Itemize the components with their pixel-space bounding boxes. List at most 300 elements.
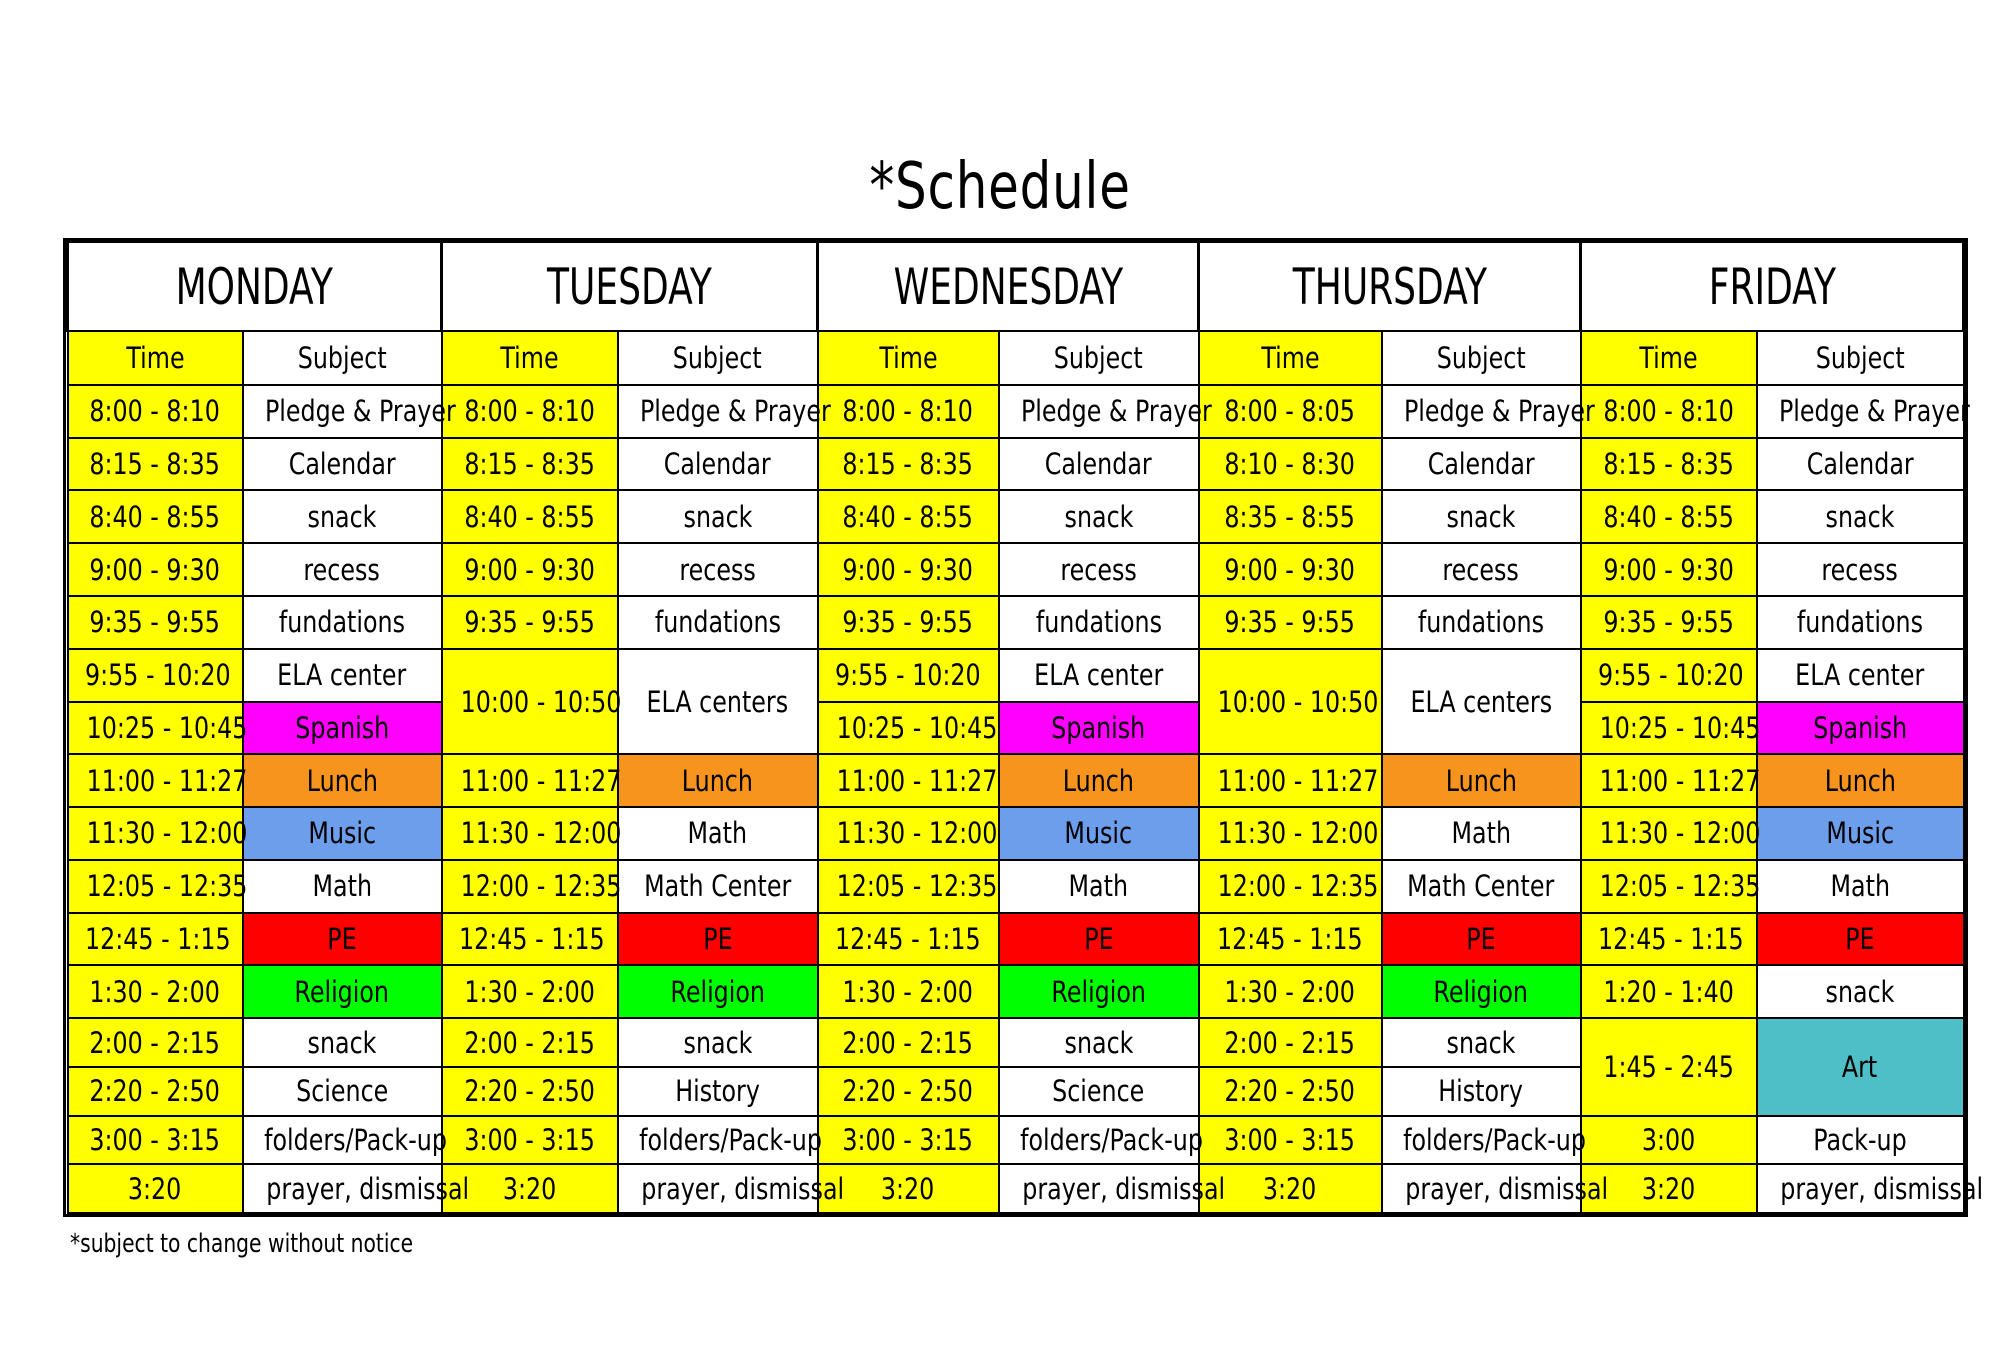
- time-column-header-label: Time: [1260, 340, 1320, 375]
- subject-text: History: [1438, 1074, 1524, 1109]
- time-text: 3:20: [128, 1171, 182, 1206]
- subject-text: snack: [1446, 499, 1516, 534]
- schedule-row: [68, 1164, 1964, 1213]
- time-text: 12:45 - 1:15: [1217, 922, 1363, 957]
- subject-cell: [618, 1018, 818, 1067]
- time-text: 12:05 - 12:35: [836, 869, 997, 904]
- time-text: 2:00 - 2:15: [1224, 1025, 1356, 1060]
- subject-column-header: [243, 331, 442, 385]
- time-cell: [1199, 754, 1382, 807]
- time-text: 8:15 - 8:35: [464, 447, 595, 482]
- subject-text: PE: [1083, 922, 1114, 957]
- time-text: 8:15 - 8:35: [89, 447, 221, 482]
- subject-text: Music: [308, 816, 376, 851]
- subject-cell: [618, 807, 818, 860]
- subject-cell: [999, 754, 1199, 807]
- time-column-header-label: Time: [878, 340, 938, 375]
- subject-cell: [1757, 860, 1964, 913]
- subject-text: History: [675, 1074, 760, 1109]
- time-column-header-label: Time: [125, 340, 185, 375]
- subject-text: Spanish: [1051, 710, 1146, 745]
- day-header-row: [68, 242, 1964, 331]
- subject-cell: [618, 1067, 818, 1116]
- time-cell: [1199, 807, 1382, 860]
- time-cell: [818, 543, 999, 596]
- subject-column-header: [618, 331, 818, 385]
- subject-cell: [999, 807, 1199, 860]
- subject-text: Math: [687, 816, 748, 851]
- subject-text: Calendar: [1427, 447, 1535, 482]
- time-cell: [1581, 596, 1757, 649]
- subject-text: fundations: [654, 605, 781, 640]
- subject-cell: [618, 385, 831, 438]
- subject-text: recess: [1442, 552, 1520, 587]
- day-header-label: MONDAY: [175, 257, 334, 316]
- subject-cell: [1382, 385, 1595, 438]
- day-header-label: WEDNESDAY: [893, 257, 1123, 316]
- subject-text: Calendar: [664, 447, 771, 482]
- time-cell: [1581, 490, 1757, 543]
- time-text: 2:20 - 2:50: [1224, 1074, 1356, 1109]
- subject-cell: [1757, 807, 1964, 860]
- subject-cell: [618, 543, 818, 596]
- time-cell: [1199, 543, 1382, 596]
- time-text: 8:40 - 8:55: [1603, 499, 1734, 534]
- subject-cell: [1757, 754, 1964, 807]
- time-text: 9:00 - 9:30: [464, 552, 595, 587]
- time-cell: [1581, 807, 1760, 860]
- time-text: 2:20 - 2:50: [89, 1074, 221, 1109]
- time-text: 9:35 - 9:55: [464, 605, 595, 640]
- time-text: 12:00 - 12:35: [460, 869, 621, 904]
- subject-text: PE: [702, 922, 733, 957]
- time-text: 2:20 - 2:50: [464, 1074, 595, 1109]
- subject-text: prayer, dismissal: [1779, 1171, 1983, 1206]
- time-cell: [442, 860, 621, 913]
- subject-cell: [999, 438, 1199, 491]
- subject-cell: [999, 596, 1199, 649]
- time-cell: [442, 965, 618, 1018]
- subject-text: Lunch: [681, 763, 754, 798]
- time-cell: [818, 754, 999, 807]
- subject-cell: [1382, 1164, 1608, 1213]
- time-cell: [818, 913, 999, 966]
- time-column-header-label: Time: [500, 340, 559, 375]
- time-text: 8:40 - 8:55: [464, 499, 595, 534]
- subject-cell: [999, 913, 1199, 966]
- time-cell: [68, 649, 243, 702]
- subject-cell: [243, 543, 442, 596]
- subject-cell: [1757, 965, 1964, 1018]
- time-text: 9:35 - 9:55: [89, 605, 221, 640]
- time-text: 8:15 - 8:35: [1603, 447, 1734, 482]
- subject-text: snack: [683, 499, 752, 534]
- time-column-header: [68, 331, 243, 385]
- time-cell: [1199, 860, 1382, 913]
- time-text: 1:20 - 1:40: [1603, 974, 1734, 1009]
- time-cell: [1199, 649, 1382, 755]
- schedule-row: [68, 860, 1964, 913]
- schedule-row: [68, 754, 1964, 807]
- time-text: 12:45 - 1:15: [458, 922, 605, 957]
- subject-cell: [243, 438, 442, 491]
- time-text: 8:10 - 8:30: [1224, 447, 1356, 482]
- time-text: 8:40 - 8:55: [89, 499, 221, 534]
- time-text: 9:00 - 9:30: [1224, 552, 1356, 587]
- time-cell: [68, 965, 243, 1018]
- time-text: 12:45 - 1:15: [835, 922, 981, 957]
- time-cell: [442, 1018, 618, 1067]
- time-cell: [818, 385, 999, 438]
- subject-cell: [999, 543, 1199, 596]
- day-header-label: TUESDAY: [547, 257, 712, 316]
- subject-text: snack: [1064, 1025, 1133, 1060]
- time-cell: [442, 807, 621, 860]
- subject-cell: [999, 1018, 1199, 1067]
- subject-text: folders/Pack-up: [1402, 1122, 1586, 1157]
- subject-cell: [618, 965, 818, 1018]
- time-cell: [1581, 1018, 1757, 1115]
- time-text: 2:00 - 2:15: [842, 1025, 974, 1060]
- time-cell: [442, 490, 618, 543]
- subject-text: PE: [1466, 922, 1496, 957]
- time-column-header: [1581, 331, 1757, 385]
- subject-text: ELA centers: [646, 684, 789, 719]
- subject-cell: [243, 649, 442, 702]
- time-text: 12:45 - 1:15: [1597, 922, 1744, 957]
- subject-cell: [1757, 1018, 1964, 1115]
- subject-cell: [243, 1067, 442, 1116]
- time-cell: [68, 1164, 243, 1213]
- time-text: 12:05 - 12:35: [86, 869, 247, 904]
- footnote: *subject to change without notice: [70, 1229, 414, 1259]
- subject-cell: [1757, 1164, 1983, 1213]
- time-text: 9:55 - 10:20: [835, 658, 981, 693]
- subject-cell: [243, 1018, 442, 1067]
- time-text: 11:00 - 11:27: [460, 763, 621, 798]
- subject-cell: [1382, 543, 1581, 596]
- subject-cell: [243, 702, 442, 755]
- time-column-header: [1199, 331, 1382, 385]
- time-cell: [68, 438, 243, 491]
- time-cell: [68, 543, 243, 596]
- time-text: 10:25 - 10:45: [86, 710, 247, 745]
- time-text: 3:00 - 3:15: [89, 1122, 221, 1157]
- subject-cell: [999, 1164, 1225, 1213]
- time-text: 11:30 - 12:00: [1599, 816, 1760, 851]
- weekly-schedule-table: [66, 241, 1983, 1214]
- subject-text: Calendar: [1045, 447, 1152, 482]
- subject-text: Lunch: [1062, 763, 1135, 798]
- time-text: 8:35 - 8:55: [1224, 499, 1356, 534]
- time-cell: [442, 596, 618, 649]
- subject-text: Science: [1052, 1074, 1145, 1109]
- time-text: 3:00 - 3:15: [1224, 1122, 1356, 1157]
- subject-cell: [618, 649, 818, 755]
- time-column-header-label: Time: [1639, 340, 1698, 375]
- time-text: 8:00 - 8:10: [842, 394, 974, 429]
- time-text: 11:00 - 11:27: [1217, 763, 1378, 798]
- subject-cell: [243, 1116, 447, 1165]
- subject-cell: [1382, 913, 1581, 966]
- time-text: 8:00 - 8:10: [1603, 394, 1734, 429]
- subject-text: Science: [295, 1074, 389, 1109]
- time-text: 12:45 - 1:15: [84, 922, 231, 957]
- subject-text: Music: [1064, 816, 1133, 851]
- subject-column-header-label: Subject: [1054, 340, 1143, 375]
- time-text: 9:35 - 9:55: [842, 605, 974, 640]
- time-cell: [1581, 860, 1760, 913]
- subject-text: snack: [1064, 499, 1133, 534]
- subject-text: snack: [1825, 499, 1895, 534]
- time-cell: [1581, 649, 1757, 702]
- subject-text: snack: [307, 1025, 377, 1060]
- subject-text: folders/Pack-up: [638, 1122, 822, 1157]
- time-text: 1:45 - 2:45: [1603, 1049, 1734, 1084]
- time-text: 9:00 - 9:30: [842, 552, 974, 587]
- subject-text: folders/Pack-up: [1019, 1122, 1203, 1157]
- time-cell: [442, 754, 621, 807]
- subject-text: Pledge & Prayer: [1403, 394, 1595, 429]
- time-text: 10:00 - 10:50: [1217, 684, 1378, 719]
- time-cell: [1199, 490, 1382, 543]
- time-cell: [1581, 543, 1757, 596]
- subject-cell: [243, 1164, 469, 1213]
- subject-cell: [999, 965, 1199, 1018]
- schedule-row: [68, 490, 1964, 543]
- subject-cell: [1757, 913, 1964, 966]
- time-cell: [68, 913, 243, 966]
- time-cell: [1199, 438, 1382, 491]
- time-text: 8:00 - 8:10: [464, 394, 595, 429]
- time-text: 9:35 - 9:55: [1603, 605, 1734, 640]
- subject-cell: [999, 385, 1212, 438]
- subject-text: Calendar: [1806, 447, 1914, 482]
- time-text: 1:30 - 2:00: [464, 974, 595, 1009]
- subject-cell: [243, 965, 442, 1018]
- time-cell: [68, 490, 243, 543]
- time-text: 3:20: [502, 1171, 557, 1206]
- time-cell: [1199, 913, 1382, 966]
- time-cell: [818, 702, 999, 755]
- subject-text: snack: [1825, 974, 1895, 1009]
- subject-column-header: [1757, 331, 1964, 385]
- schedule-row: [68, 1116, 1964, 1165]
- time-text: 11:30 - 12:00: [460, 816, 621, 851]
- schedule-row: [68, 596, 1964, 649]
- subject-text: prayer, dismissal: [1404, 1171, 1608, 1206]
- subject-cell: [1757, 649, 1964, 702]
- subject-cell: [1757, 490, 1964, 543]
- time-cell: [442, 913, 618, 966]
- time-text: 3:20: [1263, 1171, 1317, 1206]
- time-text: 9:00 - 9:30: [89, 552, 221, 587]
- subject-cell: [999, 860, 1199, 913]
- time-cell: [1199, 1018, 1382, 1067]
- time-cell: [68, 807, 247, 860]
- subject-text: folders/Pack-up: [263, 1122, 447, 1157]
- subject-cell: [243, 385, 456, 438]
- day-header: [442, 242, 818, 331]
- subject-cell: [1382, 649, 1581, 755]
- subject-cell: [1757, 702, 1964, 755]
- subject-text: Pledge & Prayer: [1778, 394, 1970, 429]
- subject-text: Math: [1068, 869, 1129, 904]
- subject-text: Religion: [1051, 974, 1146, 1009]
- time-cell: [68, 702, 247, 755]
- time-text: 11:30 - 12:00: [86, 816, 247, 851]
- time-cell: [442, 438, 618, 491]
- subject-text: Religion: [294, 974, 390, 1009]
- day-header-label: FRIDAY: [1708, 257, 1836, 316]
- subject-cell: [1382, 490, 1581, 543]
- subject-text: fundations: [278, 605, 406, 640]
- subject-cell: [243, 490, 442, 543]
- subject-text: Calendar: [288, 447, 396, 482]
- subject-text: recess: [1060, 552, 1137, 587]
- schedule-row: [68, 1018, 1964, 1067]
- time-text: 11:30 - 12:00: [1217, 816, 1378, 851]
- time-cell: [442, 1067, 618, 1116]
- subject-text: prayer, dismissal: [265, 1171, 469, 1206]
- time-cell: [442, 649, 621, 755]
- subject-cell: [1757, 596, 1964, 649]
- schedule-row: [68, 649, 1964, 702]
- time-text: 9:55 - 10:20: [1597, 658, 1744, 693]
- subject-text: recess: [1821, 552, 1899, 587]
- subject-text: Pledge & Prayer: [639, 394, 831, 429]
- time-cell: [1199, 596, 1382, 649]
- subject-text: Pledge & Prayer: [264, 394, 456, 429]
- time-text: 9:55 - 10:20: [84, 658, 231, 693]
- subject-text: Religion: [670, 974, 765, 1009]
- subject-text: ELA center: [1795, 658, 1925, 693]
- day-header-label: THURSDAY: [1292, 257, 1487, 316]
- time-cell: [1581, 385, 1757, 438]
- subject-text: fundations: [1035, 605, 1162, 640]
- subject-text: Math Center: [643, 869, 792, 904]
- subject-cell: [1382, 438, 1581, 491]
- subject-text: Pack-up: [1813, 1122, 1907, 1157]
- time-text: 11:30 - 12:00: [836, 816, 997, 851]
- day-header: [818, 242, 1199, 331]
- time-text: 10:25 - 10:45: [1599, 710, 1760, 745]
- subject-cell: [1382, 807, 1581, 860]
- time-text: 11:00 - 11:27: [86, 763, 247, 798]
- time-text: 12:00 - 12:35: [1217, 869, 1378, 904]
- column-header-row: [68, 331, 1964, 385]
- time-cell: [68, 754, 247, 807]
- time-cell: [818, 860, 999, 913]
- page-title: *Schedule: [869, 150, 1131, 224]
- subject-text: Math Center: [1407, 869, 1555, 904]
- subject-text: Lunch: [1824, 763, 1896, 798]
- subject-text: Lunch: [1445, 763, 1517, 798]
- day-header: [1199, 242, 1581, 331]
- schedule-row: [68, 385, 1964, 438]
- time-cell: [1199, 965, 1382, 1018]
- time-cell: [818, 438, 999, 491]
- subject-text: ELA center: [1033, 658, 1164, 693]
- subject-text: ELA centers: [1410, 684, 1552, 719]
- subject-column-header-label: Subject: [297, 340, 387, 375]
- time-cell: [442, 1116, 618, 1165]
- time-text: 3:20: [1641, 1171, 1696, 1206]
- subject-cell: [1382, 754, 1581, 807]
- subject-text: Lunch: [306, 763, 378, 798]
- time-cell: [1581, 1116, 1757, 1165]
- time-text: 9:35 - 9:55: [1224, 605, 1356, 640]
- subject-column-header-label: Subject: [1815, 340, 1905, 375]
- time-text: 8:40 - 8:55: [842, 499, 974, 534]
- time-cell: [1199, 1164, 1382, 1213]
- time-cell: [818, 1067, 999, 1116]
- time-text: 10:00 - 10:50: [460, 684, 621, 719]
- subject-cell: [618, 754, 818, 807]
- subject-text: snack: [307, 499, 377, 534]
- subject-cell: [999, 1116, 1203, 1165]
- time-text: 2:00 - 2:15: [464, 1025, 595, 1060]
- subject-cell: [999, 649, 1199, 702]
- subject-cell: [618, 490, 818, 543]
- time-cell: [818, 596, 999, 649]
- time-text: 1:30 - 2:00: [89, 974, 221, 1009]
- time-cell: [818, 965, 999, 1018]
- time-cell: [442, 385, 618, 438]
- subject-text: snack: [683, 1025, 752, 1060]
- subject-cell: [1757, 1116, 1964, 1165]
- time-text: 2:20 - 2:50: [842, 1074, 974, 1109]
- time-cell: [818, 490, 999, 543]
- time-cell: [68, 860, 247, 913]
- time-text: 12:05 - 12:35: [1599, 869, 1760, 904]
- subject-cell: [243, 807, 442, 860]
- subject-text: Spanish: [1813, 710, 1907, 745]
- time-cell: [818, 1164, 999, 1213]
- schedule-row: [68, 702, 1964, 755]
- time-text: 1:30 - 2:00: [1224, 974, 1356, 1009]
- subject-column-header-label: Subject: [673, 340, 762, 375]
- time-cell: [1199, 385, 1382, 438]
- subject-text: recess: [679, 552, 756, 587]
- time-cell: [1581, 913, 1757, 966]
- subject-cell: [1757, 543, 1964, 596]
- subject-text: recess: [303, 552, 381, 587]
- subject-cell: [618, 913, 818, 966]
- time-cell: [442, 543, 618, 596]
- subject-text: prayer, dismissal: [640, 1171, 844, 1206]
- subject-cell: [1757, 385, 1970, 438]
- time-cell: [818, 807, 999, 860]
- subject-text: snack: [1446, 1025, 1516, 1060]
- time-cell: [68, 1067, 243, 1116]
- day-header: [68, 242, 442, 331]
- time-text: 3:00 - 3:15: [464, 1122, 595, 1157]
- time-text: 3:00: [1641, 1122, 1696, 1157]
- subject-text: Religion: [1433, 974, 1529, 1009]
- subject-text: Art: [1842, 1049, 1878, 1084]
- subject-text: Spanish: [295, 710, 389, 745]
- time-cell: [68, 1116, 243, 1165]
- time-text: 11:00 - 11:27: [836, 763, 997, 798]
- day-header: [1581, 242, 1964, 331]
- time-cell: [1581, 438, 1757, 491]
- time-text: 8:00 - 8:10: [89, 394, 221, 429]
- time-text: 9:00 - 9:30: [1603, 552, 1734, 587]
- time-text: 3:00 - 3:15: [842, 1122, 974, 1157]
- subject-cell: [618, 1164, 844, 1213]
- time-text: 11:00 - 11:27: [1599, 763, 1760, 798]
